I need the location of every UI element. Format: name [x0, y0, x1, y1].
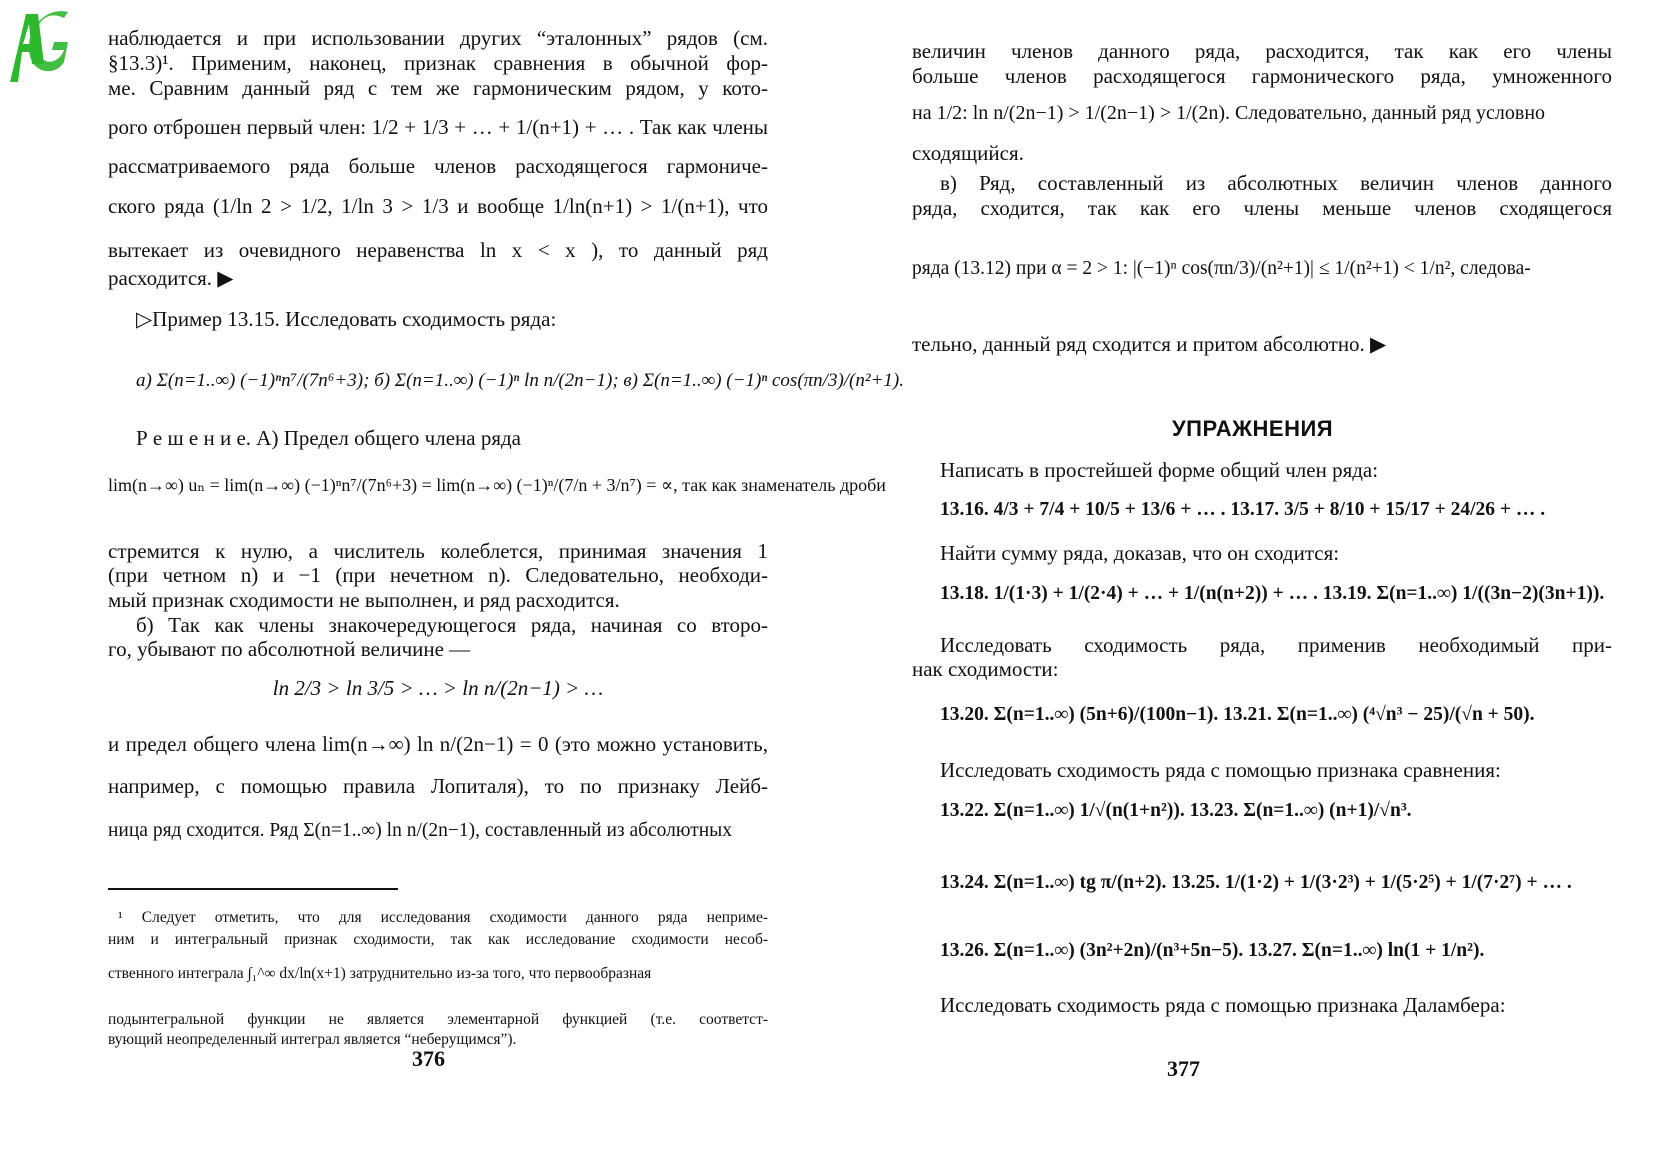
- text-line: например, с помощью правила Лопиталя), то по признаку Лейб-: [108, 774, 768, 798]
- text-line: го, убывают по абсолютной величине —: [108, 637, 471, 661]
- footnote-line: подынтегральной функции не является элементарной функцией (т.е. соответст-: [108, 1011, 768, 1028]
- text-line: и предел общего члена lim(n→∞) ln n/(2n−1) = 0 (это можно установить,: [108, 732, 768, 756]
- text-line: расходится. ▶: [108, 266, 234, 290]
- text-line: ме. Сравним данный ряд с тем же гармоническим рядом, у кото-: [108, 76, 768, 100]
- footnote-divider: [108, 888, 398, 890]
- text-line: б) Так как члены знакочередующегося ряда, начиная со второ-: [136, 613, 768, 637]
- footnote-line: ним и интегральный признак сходимости, так как исследование сходимости несоб-: [108, 931, 768, 948]
- exercise-line: 13.16. 4/3 + 7/4 + 10/5 + 13/6 + … . 13.17. 3/5 + 8/10 + 15/17 + 24/26 + … .: [940, 499, 1546, 520]
- text-line: тельно, данный ряд сходится и притом абсолютно. ▶: [912, 332, 1387, 356]
- formula-line: lim(n→∞) uₙ = lim(n→∞) (−1)ⁿn⁷/(7n⁶+3) = lim(n→∞) (−1)ⁿ/(7/n + 3/n⁷) = ∝, так как знаменатель дроби: [108, 475, 886, 495]
- exercise-line: 13.20. Σ(n=1..∞) (5n+6)/(100n−1). 13.21. Σ(n=1..∞) (⁴√n³ − 25)/(√n + 50).: [940, 704, 1535, 725]
- footnote-line: ственного интеграла ∫₁^∞ dx/ln(x+1) затруднительно из-за того, что первообразная: [108, 965, 652, 982]
- example-heading: ▷Пример 13.15. Исследовать сходимость ряда:: [136, 307, 557, 331]
- exercise-instruction: Написать в простейшей форме общий член ряда:: [940, 458, 1379, 482]
- text-line: больше членов расходящегося гармонического ряда, умноженного: [912, 64, 1612, 88]
- text-line: наблюдается и при использовании других “эталонных” рядов (см.: [108, 26, 768, 50]
- exercise-instruction: нак сходимости:: [912, 657, 1059, 681]
- text-line: Р е ш е н и е. А) Предел общего члена ряда: [136, 426, 521, 450]
- exercise-instruction: Исследовать сходимость ряда, применив необходимый при-: [940, 633, 1612, 657]
- exercise-line: 13.24. Σ(n=1..∞) tg π/(n+2). 13.25. 1/(1·2) + 1/(3·2³) + 1/(5·2⁵) + 1/(7·2⁷) + … .: [940, 872, 1572, 893]
- page-number: 377: [1167, 1056, 1200, 1081]
- text-line: (при четном n) и −1 (при нечетном n). Следовательно, необходи-: [108, 563, 768, 587]
- text-line: ряда (13.12) при α = 2 > 1: |(−1)ⁿ cos(πn/3)/(n²+1)| ≤ 1/(n²+1) < 1/n², следова-: [912, 258, 1531, 279]
- text-line: вытекает из очевидного неравенства ln x < x ), то данный ряд: [108, 238, 768, 262]
- text-line: величин членов данного ряда, расходится, так как его члены: [912, 39, 1612, 63]
- text-line: ского ряда (1/ln 2 > 1/2, 1/ln 3 > 1/3 и вообще 1/ln(n+1) > 1/(n+1), что: [108, 194, 768, 218]
- page-number: 376: [412, 1046, 445, 1071]
- section-heading: УПРАЖНЕНИЯ: [1172, 416, 1334, 441]
- exercise-instruction: Найти сумму ряда, доказав, что он сходится:: [940, 541, 1340, 565]
- footnote-line: ¹ Следует отметить, что для исследования сходимости данного ряда непримe-: [118, 909, 768, 926]
- text-line: ряда, сходится, так как его члены меньше членов сходящегося: [912, 196, 1612, 220]
- publisher-logo: [4, 4, 70, 88]
- exercise-instruction: Исследовать сходимость ряда с помощью признака Даламбера:: [940, 993, 1506, 1017]
- exercise-line: 13.18. 1/(1·3) + 1/(2·4) + … + 1/(n(n+2)) + … . 13.19. Σ(n=1..∞) 1/((3n−2)(3n+1)).: [940, 583, 1605, 604]
- exercise-line: 13.22. Σ(n=1..∞) 1/√(n(1+n²)). 13.23. Σ(n=1..∞) (n+1)/√n³.: [940, 800, 1412, 821]
- text-line: в) Ряд, составленный из абсолютных величин членов данного: [940, 171, 1612, 195]
- footnote-line: вующий неопределенный интеграл является “неберущимся”).: [108, 1031, 517, 1048]
- text-line: мый признак сходимости не выполнен, и ряд расходится.: [108, 588, 620, 612]
- text-line: сходящийся.: [912, 141, 1024, 165]
- text-line: на 1/2: ln n/(2n−1) > 1/(2n−1) > 1/(2n). Следовательно, данный ряд условно: [912, 102, 1546, 124]
- exercise-instruction: Исследовать сходимость ряда с помощью признака сравнения:: [940, 758, 1501, 782]
- text-line: рого отброшен первый член: 1/2 + 1/3 + … + 1/(n+1) + … . Так как члены: [108, 115, 768, 139]
- exercise-line: 13.26. Σ(n=1..∞) (3n²+2n)/(n³+5n−5). 13.27. Σ(n=1..∞) ln(1 + 1/n²).: [940, 940, 1485, 961]
- formula-line: а) Σ(n=1..∞) (−1)ⁿn⁷/(7n⁶+3); б) Σ(n=1..∞) (−1)ⁿ ln n/(2n−1); в) Σ(n=1..∞) (−1)ⁿ cos(πn/3)/(n²+1).: [136, 370, 904, 391]
- text-line: стремится к нулю, а числитель колеблется, принимая значения 1: [108, 539, 768, 563]
- formula-line: ln 2/3 > ln 3/5 > … > ln n/(2n−1) > …: [272, 676, 604, 700]
- text-line: §13.3)¹. Применим, наконец, признак сравнения в обычной фор-: [108, 51, 768, 75]
- text-line: рассматриваемого ряда больше членов расходящегося гармониче-: [108, 154, 768, 178]
- text-line: ница ряд сходится. Ряд Σ(n=1..∞) ln n/(2n−1), составленный из абсолютных: [108, 820, 733, 841]
